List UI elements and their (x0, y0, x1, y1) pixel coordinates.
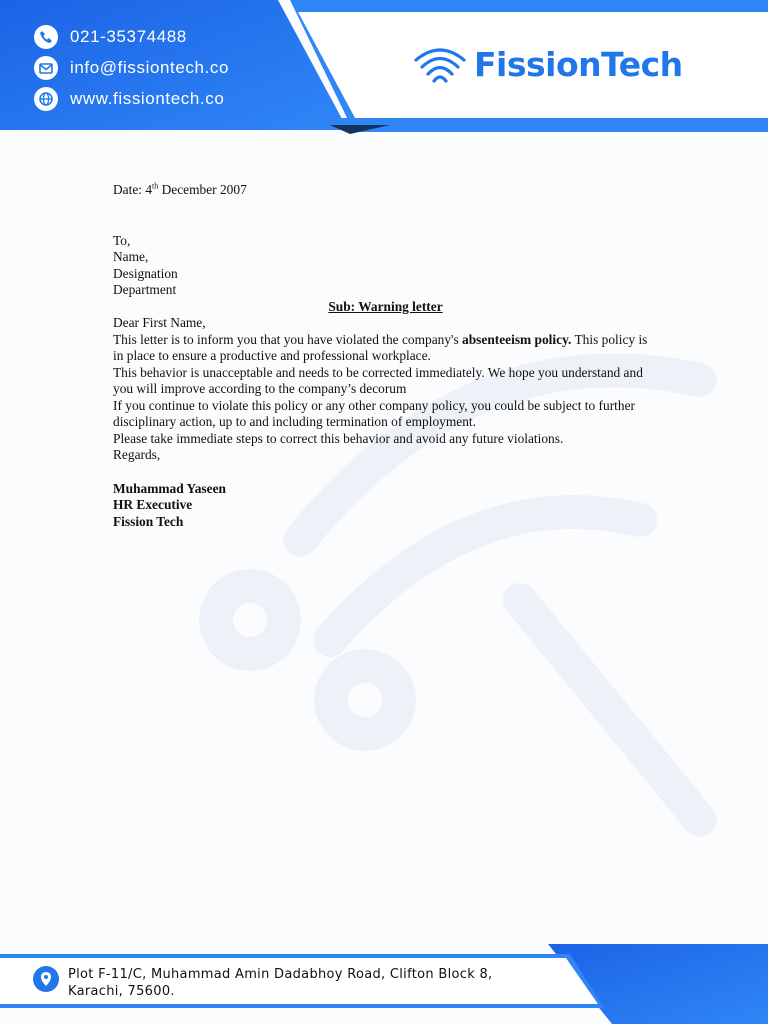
email-address[interactable]: info@fissiontech.co (70, 58, 230, 77)
address-line: To, (113, 232, 131, 248)
address-line-1: Plot F-11/C, Muhammad Amin Dadabhoy Road, Clifton Block 8, (68, 967, 493, 982)
signer-title: HR Executive (113, 497, 193, 512)
phone-icon (34, 25, 58, 49)
contact-website (34, 86, 224, 112)
paragraph-4: Please take immediate steps to correct this behavior and avoid any future violations. (113, 430, 564, 446)
date-suffix: December 2007 (158, 182, 247, 197)
signature-block (113, 481, 658, 531)
para1-text-end: This policy is in place to ensure a productive and professional workplace. (113, 331, 648, 363)
logo-wordmark: FissionTech (474, 44, 683, 84)
letter-body (113, 182, 658, 530)
letter-subject: Sub: Warning letter (328, 298, 443, 314)
paragraph-1 (113, 332, 658, 365)
address-line: Designation (113, 265, 178, 281)
recipient-address (113, 233, 658, 299)
letter-date (113, 182, 658, 199)
website-url[interactable]: www.fissiontech.co (70, 89, 225, 108)
paragraph-3: If you continue to violate this policy or any other company policy, you could be subject to further disciplinary action, up to and including termination of employment. (113, 397, 635, 429)
mail-icon (34, 56, 58, 80)
date-superscript: th (152, 181, 159, 191)
salutation: Dear First Name, (113, 315, 206, 330)
contact-email (34, 55, 229, 81)
address-line: Name, (113, 249, 149, 264)
contact-phone (34, 24, 187, 50)
footer-address (68, 966, 538, 1000)
wifi-fingerprint-logo-icon (412, 44, 468, 84)
date-prefix: Date: 4 (113, 182, 153, 197)
signer-name: Muhammad Yaseen (113, 480, 226, 496)
globe-icon (34, 87, 58, 111)
address-line: Department (113, 282, 177, 297)
paragraph-2: This behavior is unacceptable and needs to be corrected immediately. We hope you understand and you will improve according to the company’s decorum (113, 364, 643, 396)
address-line-2: Karachi, 75600. (68, 984, 175, 999)
phone-number[interactable]: 021-35374488 (70, 27, 187, 46)
closing: Regards, (113, 447, 161, 462)
para1-text: This letter is to inform you that you have violated the company's (113, 331, 463, 347)
policy-name: absenteeism policy. (462, 331, 572, 347)
signer-company: Fission Tech (113, 513, 184, 529)
location-pin-icon (33, 966, 59, 992)
company-logo (412, 42, 683, 86)
